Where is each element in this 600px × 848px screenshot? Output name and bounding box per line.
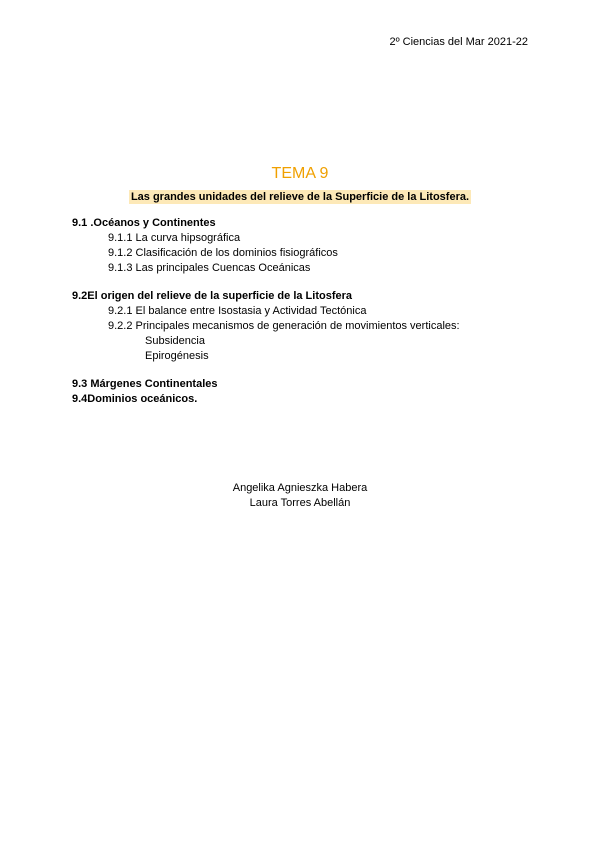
section-heading-9-4: 9.4Dominios oceánicos. (72, 393, 198, 405)
section-heading-9-3: 9.3 Márgenes Continentales (72, 378, 218, 390)
section-heading-9-2: 9.2El origen del relieve de la superficie de la Litosfera (72, 290, 353, 302)
section-heading-9-1: 9.1 .Océanos y Continentes (72, 217, 216, 229)
authors-block (0, 481, 600, 511)
toc-subitem-epirogenesis: Epirogénesis (145, 350, 209, 362)
page-subtitle: Las grandes unidades del relieve de la Superficie de la Litosfera. (130, 191, 470, 203)
author-name: Angelika Agnieszka Habera (232, 482, 368, 494)
toc-item-9-1-1: 9.1.1 La curva hipsográfica (108, 232, 241, 244)
toc-item-9-2-2: 9.2.2 Principales mecanismos de generación de movimientos verticales: (108, 320, 460, 332)
course-header: 2º Ciencias del Mar 2021-22 (389, 36, 528, 48)
subtitle-container (0, 187, 600, 205)
page-title: TEMA 9 (271, 165, 329, 182)
table-of-contents (72, 216, 542, 407)
toc-item-9-1-3: 9.1.3 Las principales Cuencas Oceánicas (108, 262, 311, 274)
toc-item-9-1-2: 9.1.2 Clasificación de los dominios fisiográficos (108, 247, 338, 259)
toc-item-9-2-1: 9.2.1 El balance entre Isostasia y Actividad Tectónica (108, 305, 367, 317)
toc-subitem-subsidencia: Subsidencia (145, 335, 205, 347)
author-name: Laura Torres Abellán (249, 497, 351, 509)
